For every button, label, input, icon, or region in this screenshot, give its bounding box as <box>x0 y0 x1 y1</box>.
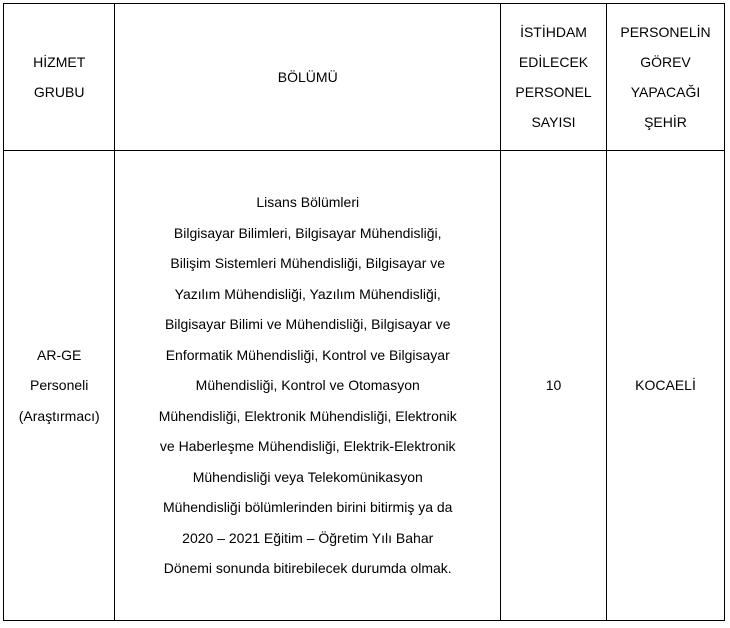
cell-bolumu-line: Lisans Bölümleri <box>256 194 360 211</box>
header-gorev-sehir-line: GÖREV <box>640 54 691 70</box>
header-hizmet-grubu <box>4 4 115 151</box>
cell-bolumu <box>115 151 501 621</box>
header-personel-sayisi-line: PERSONEL <box>515 84 592 100</box>
cell-bolumu-line: Mühendisliği bölümlerinden birini bitirmiş ya da <box>163 499 453 516</box>
cell-gorev-sehir <box>607 151 725 621</box>
table-row <box>4 151 725 621</box>
cell-bolumu-line: Mühendisliği veya Telekomünikasyon <box>192 468 423 485</box>
cell-personel-sayisi <box>501 151 607 621</box>
header-gorev-sehir-line: PERSONELİN <box>620 24 711 40</box>
header-personel-sayisi-line: SAYISI <box>531 114 576 130</box>
cell-bolumu-line: ve Haberleşme Mühendisliği, Elektrik-Elektronik <box>159 438 456 455</box>
cell-hizmet-grubu <box>4 151 115 621</box>
header-gorev-sehir-line: ŞEHİR <box>644 114 687 130</box>
cell-hizmet-grubu-line: AR-GE <box>37 346 82 363</box>
cell-hizmet-grubu-line: Personeli <box>30 377 89 394</box>
cell-bolumu-line: Bilişim Sistemleri Mühendisliği, Bilgisayar ve <box>170 255 446 272</box>
header-bolumu <box>115 4 501 151</box>
cell-hizmet-grubu-line: (Araştırmacı) <box>18 407 100 424</box>
header-gorev-sehir-line: YAPACAĞI <box>630 84 701 100</box>
cell-bolumu-line: Mühendisliği, Kontrol ve Otomasyon <box>195 377 420 394</box>
cell-bolumu-line: Enformatik Mühendisliği, Kontrol ve Bilgisayar <box>165 346 450 363</box>
cell-bolumu-line: Bilgisayar Bilimi ve Mühendisliği, Bilgisayar ve <box>164 316 451 333</box>
header-personel-sayisi <box>501 4 607 151</box>
cell-bolumu-line: Bilgisayar Bilimleri, Bilgisayar Mühendisliği, <box>173 224 442 241</box>
cell-bolumu-line: Dönemi sonunda bitirebilecek durumda olmak. <box>163 560 452 577</box>
cell-bolumu-line: Yazılım Mühendisliği, Yazılım Mühendisliği, <box>174 285 441 302</box>
header-hizmet-grubu-line: HİZMET <box>33 54 86 70</box>
header-personel-sayisi-line: İSTİHDAM <box>520 24 587 40</box>
cell-gorev-sehir-value: KOCAELİ <box>635 377 696 394</box>
cell-bolumu-line: Mühendisliği, Elektronik Mühendisliği, Elektronik <box>158 407 457 424</box>
cell-bolumu-line: 2020 – 2021 Eğitim – Öğretim Yılı Bahar <box>182 529 434 546</box>
recruitment-table-wrapper <box>3 3 725 622</box>
table-header-row <box>4 4 725 151</box>
cell-personel-sayisi-value: 10 <box>545 377 562 394</box>
header-gorev-sehir <box>607 4 725 151</box>
header-bolumu-line: BÖLÜMÜ <box>277 69 338 85</box>
recruitment-table <box>3 3 725 621</box>
header-personel-sayisi-line: EDİLECEK <box>518 54 589 70</box>
header-hizmet-grubu-line: GRUBU <box>33 84 85 100</box>
